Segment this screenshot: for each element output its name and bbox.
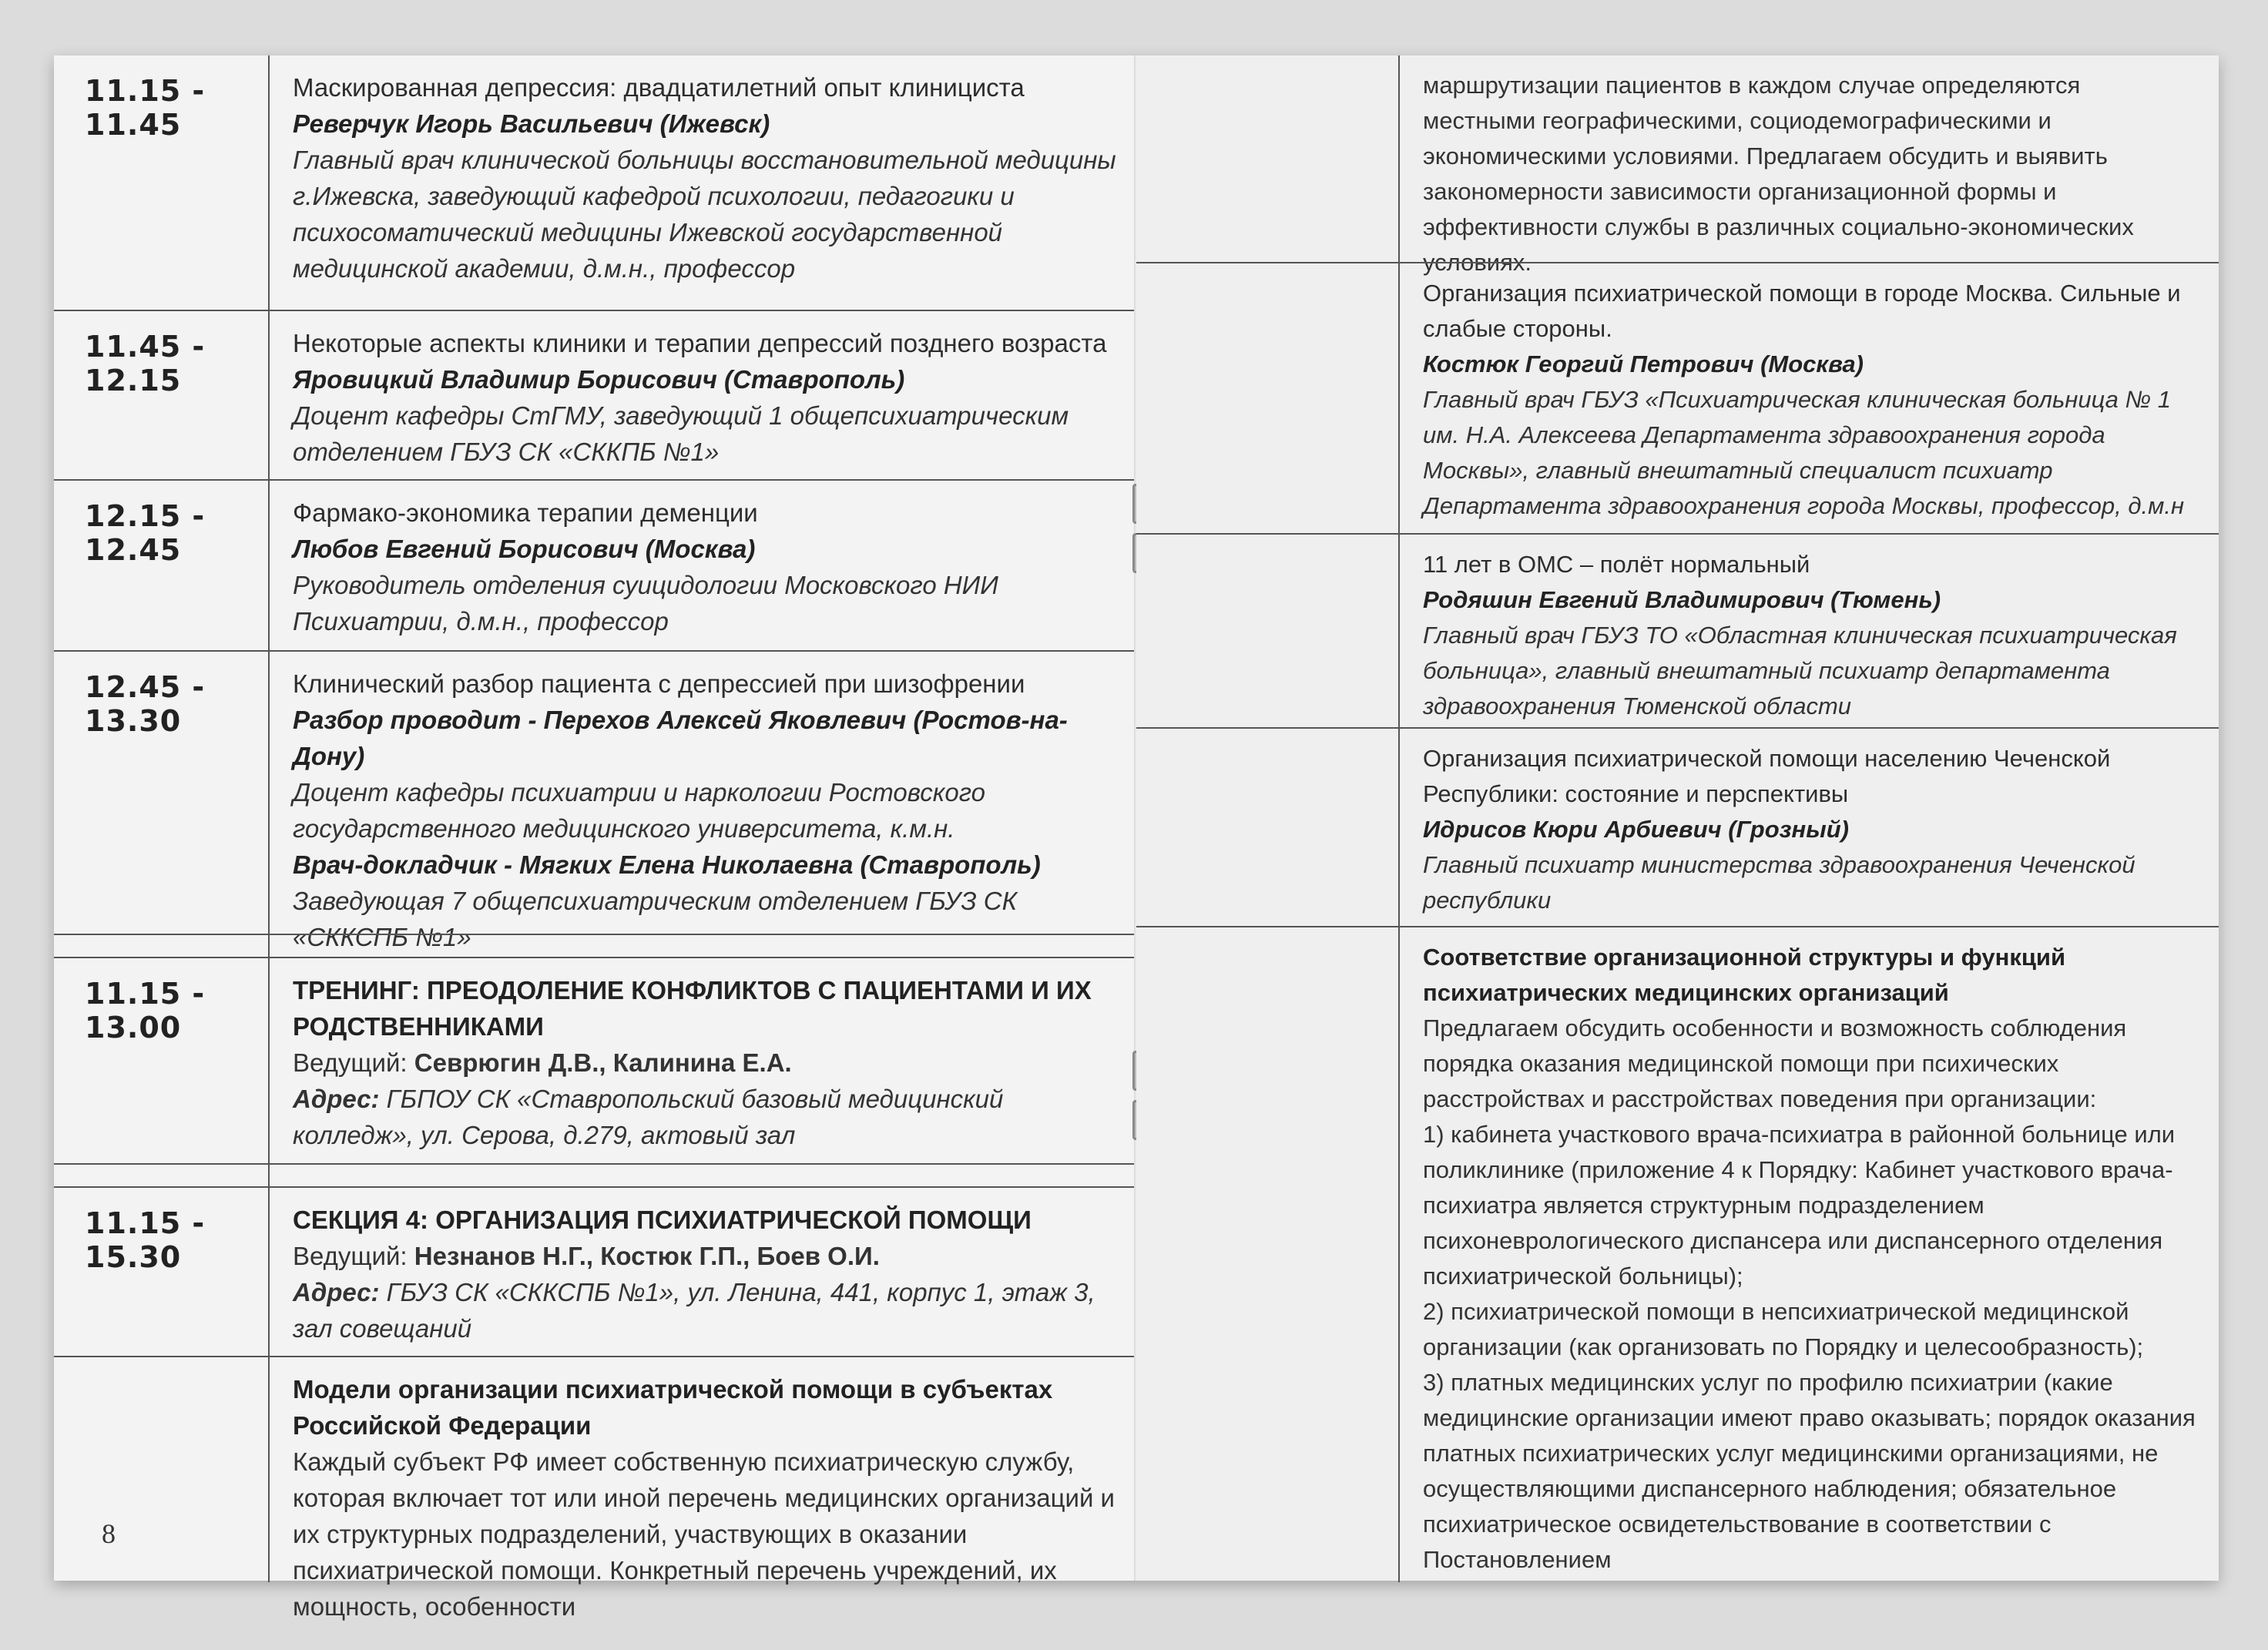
schedule-row (54, 957, 1136, 1165)
time-slot: 11.15 - 11.45 (85, 74, 206, 142)
speaker-name: Яровицкий Владимир Борисович (Ставрополь) (293, 365, 905, 394)
schedule-row (1136, 533, 2219, 729)
list-item: 1) кабинета участкового врача-психиатра в районной больнице или поликлинике (приложение 4 к Порядку: Кабинет участкового врача-психиатра является структурным подразделением психоневрологического диспансера или диспансерного отделения психиатрической больницы); (1423, 1121, 2176, 1289)
speaker-name: Врач-докладчик - Мягких Елена Николаевна (Ставрополь) (293, 850, 1041, 879)
topic-heading: Соответствие организационной структуры и функций психиатрических медицинских организаций (1423, 944, 2066, 1006)
time-slot: 12.45 - 13.30 (85, 670, 206, 738)
row-spacer (54, 934, 1136, 958)
time-slot: 11.15 - 15.30 (85, 1206, 206, 1274)
schedule-row (54, 650, 1136, 951)
continued-block (1136, 55, 2219, 276)
topic-body: Каждый субъект РФ имеет собственную психиатрическую службу, которая включает тот или иной перечень медицинских организаций и их структурных подразделений, участвующих в оказании психиатрической помощи. Конкретный перечень учреждений, их мощность, особенности (293, 1447, 1115, 1621)
speaker-description: Главный психиатр министерства здравоохранения Чеченской республики (1423, 851, 2135, 914)
topic-body: маршрутизации пациентов в каждом случае определяются местными географическими, социодемографическими и экономическими условиями. Предлагаем обсудить и выявить закономерности зависимости организационной формы и эффективности службы в различных социально-экономических условиях. (1423, 72, 2134, 276)
speaker-name: Любов Евгений Борисович (Москва) (293, 535, 756, 563)
right-page (1136, 55, 2219, 1581)
address: Адрес: ГБУЗ СК «СККСПБ №1», ул. Ленина, 441, корпус 1, этаж 3, зал совещаний (293, 1278, 1095, 1343)
schedule-row (1136, 727, 2219, 927)
time-slot: 12.15 - 12.45 (85, 499, 206, 567)
talk-title: Организация психиатрической помощи населению Чеченской Республики: состояние и перспективы (1423, 745, 2111, 807)
schedule-row (54, 55, 1136, 310)
moderators: Ведущий: Севрюгин Д.В., Калинина Е.А. (293, 1048, 792, 1077)
time-slot: 11.15 - 13.00 (85, 977, 206, 1045)
session-heading: СЕКЦИЯ 4: ОРГАНИЗАЦИЯ ПСИХИАТРИЧЕСКОЙ ПОМОЩИ (293, 1206, 1032, 1234)
speaker-name: Реверчук Игорь Васильевич (Ижевск) (293, 109, 770, 138)
schedule-row (54, 479, 1136, 652)
schedule-row (54, 1186, 1136, 1357)
schedule-row (54, 310, 1136, 481)
speaker-name: Костюк Георгий Петрович (Москва) (1423, 350, 1864, 377)
speaker-name: Родяшин Евгений Владимирович (Тюмень) (1423, 586, 1941, 613)
address: Адрес: ГБПОУ СК «Ставропольский базовый медицинский колледж», ул. Серова, д.279, актовый зал (293, 1085, 1004, 1149)
speaker-description: Главный врач ГБУЗ «Психиатрическая клиническая больница № 1 им. Н.А. Алексеева Департамента здравоохранения города Москвы», главный внештатный специалист психиатр Департамента здравоохранения города Москвы, профессор, д.м.н (1423, 386, 2185, 519)
moderators: Ведущий: Незнанов Н.Г., Костюк Г.П., Боев О.И. (293, 1242, 880, 1270)
talk-title: Некоторые аспекты клиники и терапии депрессий позднего возраста (293, 329, 1107, 357)
speaker-description: Главный врач ГБУЗ ТО «Областная клиническая психиатрическая больница», главный внештатный психиатр департамента здравоохранения Тюменской области (1423, 622, 2177, 719)
time-slot: 11.45 - 12.15 (85, 330, 206, 397)
speaker-description: Главный врач клинической больницы восстановительной медицины г.Ижевска, заведующий кафедрой психологии, педагогики и психосоматический медицины Ижевской государственной медицинской академии, д.м.н., профессор (293, 146, 1116, 283)
speaker-name: Идрисов Кюри Арбиевич (Грозный) (1423, 816, 1849, 843)
booklet (54, 55, 2219, 1621)
talk-title: Фармако-экономика терапии деменции (293, 498, 758, 527)
talk-title: Организация психиатрической помощи в городе Москва. Сильные и слабые стороны. (1423, 280, 2181, 342)
speaker-description: Руководитель отделения суицидологии Московского НИИ Психиатрии, д.м.н., профессор (293, 571, 998, 636)
talk-title: Клинический разбор пациента с депрессией при шизофрении (293, 669, 1025, 698)
page-number: 8 (102, 1518, 116, 1549)
list-item: 3) платных медицинских услуг по профилю психиатрии (какие медицинские организации имеют право оказывать; порядок оказания платных психиатрических услуг медицинскими организациями, не осуществляющими диспансерного наблюдения; обязательное психиатрическое освидетельствование в соответствии с Постановлением (1423, 1369, 2196, 1573)
speaker-description: Доцент кафедры психиатрии и наркологии Ростовского государственного медицинского университета, к.м.н. (293, 778, 985, 843)
row-spacer (54, 1163, 1136, 1188)
topic-heading: Модели организации психиатрической помощи в субъектах Российской Федерации (293, 1375, 1053, 1440)
talk-title: 11 лет в ОМС – полёт нормальный (1423, 551, 1810, 578)
schedule-row (1136, 926, 2219, 1582)
left-page (54, 55, 1136, 1621)
topic-body: Предлагаем обсудить особенности и возможность соблюдения порядка оказания медицинской помощи при психических расстройствах и расстройствах поведения при организации: (1423, 1014, 2127, 1112)
schedule-row (1136, 262, 2219, 535)
speaker-name: Разбор проводит - Перехов Алексей Яковлевич (Ростов-на-Дону) (293, 706, 1068, 770)
list-item: 2) психиатрической помощи в непсихиатрической медицинской организации (как организовать по Порядку и целесообразность); (1423, 1298, 2144, 1360)
speaker-description: Доцент кафедры СтГМУ, заведующий 1 общепсихиатрическим отделением ГБУЗ СК «СККПБ №1» (293, 401, 1069, 466)
speaker-description: Заведующая 7 общепсихиатрическим отделением ГБУЗ СК «СККСПБ №1» (293, 887, 1018, 951)
talk-title: Маскированная депрессия: двадцатилетний опыт клинициста (293, 73, 1025, 102)
session-heading: ТРЕНИНГ: ПРЕОДОЛЕНИЕ КОНФЛИКТОВ С ПАЦИЕНТАМИ И ИХ РОДСТВЕННИКАМИ (293, 976, 1092, 1041)
schedule-row (54, 1356, 1136, 1621)
